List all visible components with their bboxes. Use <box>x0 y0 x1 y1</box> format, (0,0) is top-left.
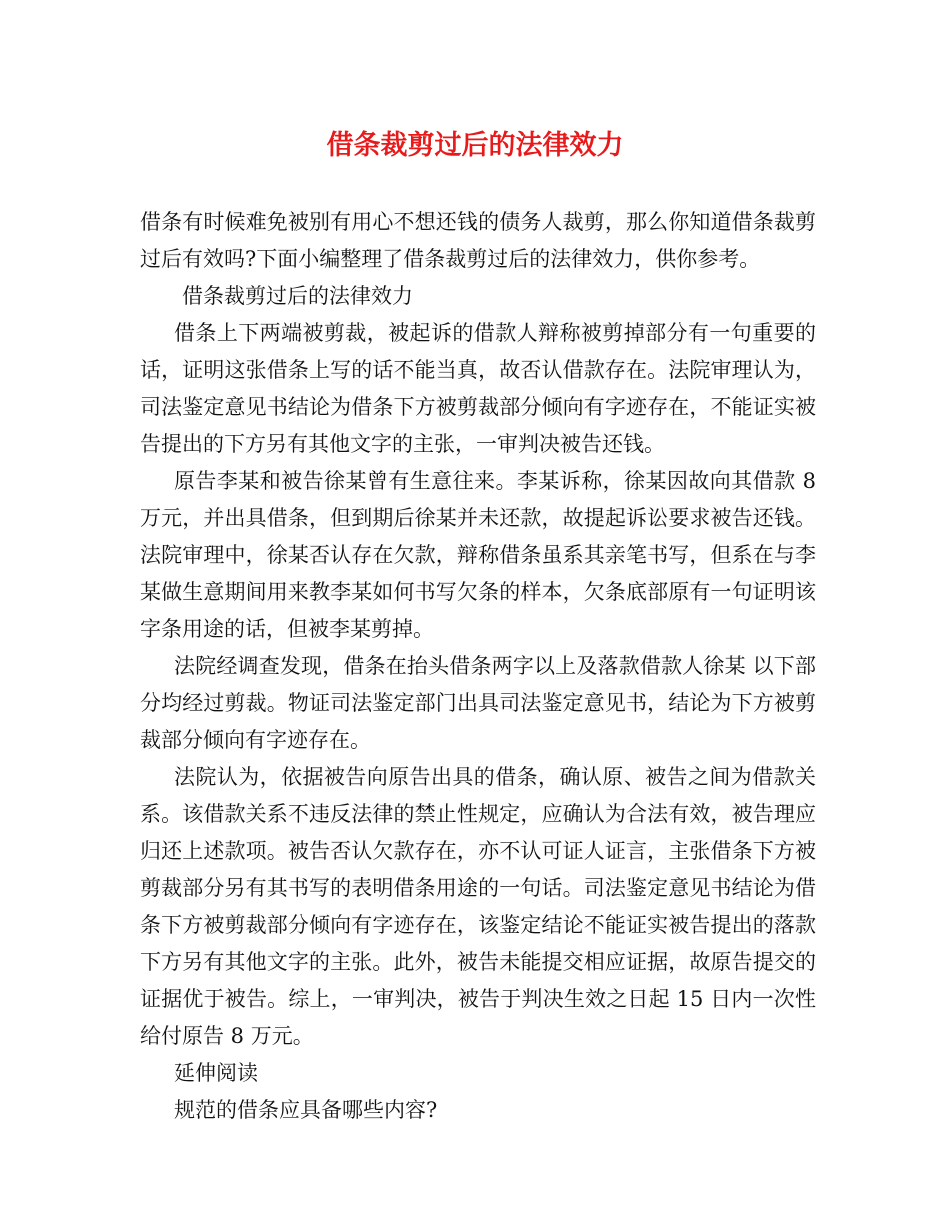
extended-reading-heading: 延伸阅读 <box>174 1061 258 1085</box>
body-paragraph: 法院经调查发现，借条在抬头借条两字以上及落款借款人徐某 以下部分均经过剪裁。物证司法鉴定部门出具司法鉴定意见书，结论为下方被剪裁部分倾向有字迹存在。 <box>140 654 816 752</box>
question-paragraph: 规范的借条应具备哪些内容? <box>174 1098 438 1122</box>
body-paragraph: 原告李某和被告徐某曾有生意往来。李某诉称，徐某因故向其借款 8 万元，并出具借条，但到期后徐某并未还款，故提起诉讼要求被告还钱。法院审理中，徐某否认存在欠款，辩称借条虽系其亲笔书写，但系在与李某做生意期间用来教李某如何书写欠条的样本，欠条底部原有一句证明该字条用途的话，但被李某剪掉。 <box>140 469 816 641</box>
document-body <box>140 204 816 1129</box>
body-paragraph: 法院认为，依据被告向原告出具的借条，确认原、被告之间为借款关系。该借款关系不违反法律的禁止性规定，应确认为合法有效，被告理应归还上述款项。被告否认欠款存在，亦不认可证人证言，主张借条下方被剪裁部分另有其书写的表明借条用途的一句话。司法鉴定意见书结论为借条下方被剪裁部分倾向有字迹存在，该鉴定结论不能证实被告提出的落款下方另有其他文字的主张。此外，被告未能提交相应证据，故原告提交的证据优于被告。综上，一审判决，被告于判决生效之日起 15 日内一次性给付原告 8 万元。 <box>140 765 816 1048</box>
document-title: 借条裁剪过后的法律效力 <box>326 130 624 161</box>
intro-paragraph: 借条有时候难免被别有用心不想还钱的债务人裁剪，那么你知道借条裁剪过后有效吗?下面小编整理了借条裁剪过后的法律效力，供你参考。 <box>140 210 816 271</box>
body-paragraph: 借条上下两端被剪裁，被起诉的借款人辩称被剪掉部分有一句重要的话，证明这张借条上写的话不能当真，故否认借款存在。法院审理认为，司法鉴定意见书结论为借条下方被剪裁部分倾向有字迹存在，不能证实被告提出的下方另有其他文字的主张，一审判决被告还钱。 <box>140 321 816 456</box>
section-heading: 借条裁剪过后的法律效力 <box>182 284 413 308</box>
